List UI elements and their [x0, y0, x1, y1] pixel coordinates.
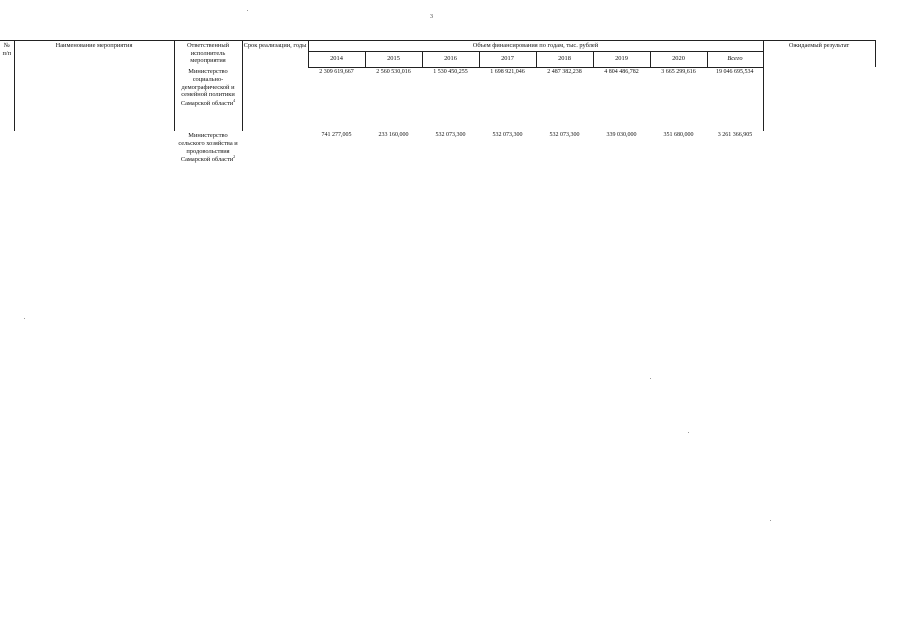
header-financing-volume: Объем финансирования по годам, тыс. рублей — [308, 41, 763, 52]
row-number-cell — [0, 67, 14, 131]
header-activity-name: Наименование мероприятия — [14, 41, 174, 68]
header-expected-result: Ожидаемый результат — [763, 41, 875, 68]
value-2016: 532 073,300 — [435, 132, 466, 139]
value-2019: 4 804 486,782 — [604, 68, 639, 75]
scan-speck — [24, 318, 25, 319]
executor-footnote: 4 — [233, 97, 236, 103]
row-result-cell — [763, 67, 875, 131]
header-year-2016: 2016 — [422, 51, 479, 67]
header-year-2019: 2019 — [593, 51, 650, 67]
value-2018: 2 487 382,238 — [547, 68, 582, 75]
row-executor-cell — [174, 131, 242, 191]
value-2016: 1 530 450,255 — [433, 68, 468, 75]
header-period: Срок реализации, годы — [242, 41, 308, 68]
header-year-2015: 2015 — [365, 51, 422, 67]
scan-speck — [688, 432, 689, 433]
header-number: № п/п — [0, 41, 14, 68]
value-2020: 351 680,000 — [663, 132, 694, 139]
executor-text: Министерство социально-демографической и семейной политики Самарской области — [180, 68, 235, 108]
header-year-2014: 2014 — [308, 51, 365, 67]
scan-speck — [770, 520, 771, 521]
header-total: Всего — [707, 51, 763, 67]
header-year-2017: 2017 — [479, 51, 536, 67]
table-row — [0, 131, 875, 191]
value-2017: 1 698 921,046 — [490, 68, 525, 75]
scan-speck — [650, 378, 651, 379]
value-2014: 741 277,005 — [321, 132, 352, 139]
executor-footnote: 2 — [233, 154, 236, 160]
value-2018: 532 073,300 — [549, 132, 580, 139]
value-2020: 3 665 299,616 — [661, 68, 696, 75]
page-number: 3 — [430, 14, 433, 20]
value-2014: 2 309 619,667 — [319, 68, 354, 75]
header-year-2020: 2020 — [650, 51, 707, 67]
header-year-2018: 2018 — [536, 51, 593, 67]
value-total: 19 046 695,534 — [707, 67, 763, 131]
value-2015: 2 560 530,016 — [376, 68, 411, 75]
row-number-cell — [0, 131, 14, 191]
scan-speck — [247, 10, 248, 11]
row-result-cell — [763, 131, 875, 191]
row-activity-cell — [14, 67, 174, 131]
value-2017: 532 073,300 — [492, 132, 523, 139]
row-activity-cell — [14, 131, 174, 191]
executor-text: Министерство сельского хозяйства и продовольствия Самарской области — [178, 132, 238, 164]
header-executor: Ответственный исполнитель мероприятия — [174, 41, 242, 68]
value-total: 3 261 366,905 — [717, 132, 753, 139]
value-2019: 339 030,000 — [606, 132, 637, 139]
row-executor-cell — [174, 67, 242, 131]
financing-table — [0, 40, 876, 191]
table-row — [0, 67, 875, 131]
row-period-cell — [242, 131, 308, 191]
value-2015: 233 160,000 — [378, 132, 409, 139]
row-period-cell — [242, 67, 308, 131]
